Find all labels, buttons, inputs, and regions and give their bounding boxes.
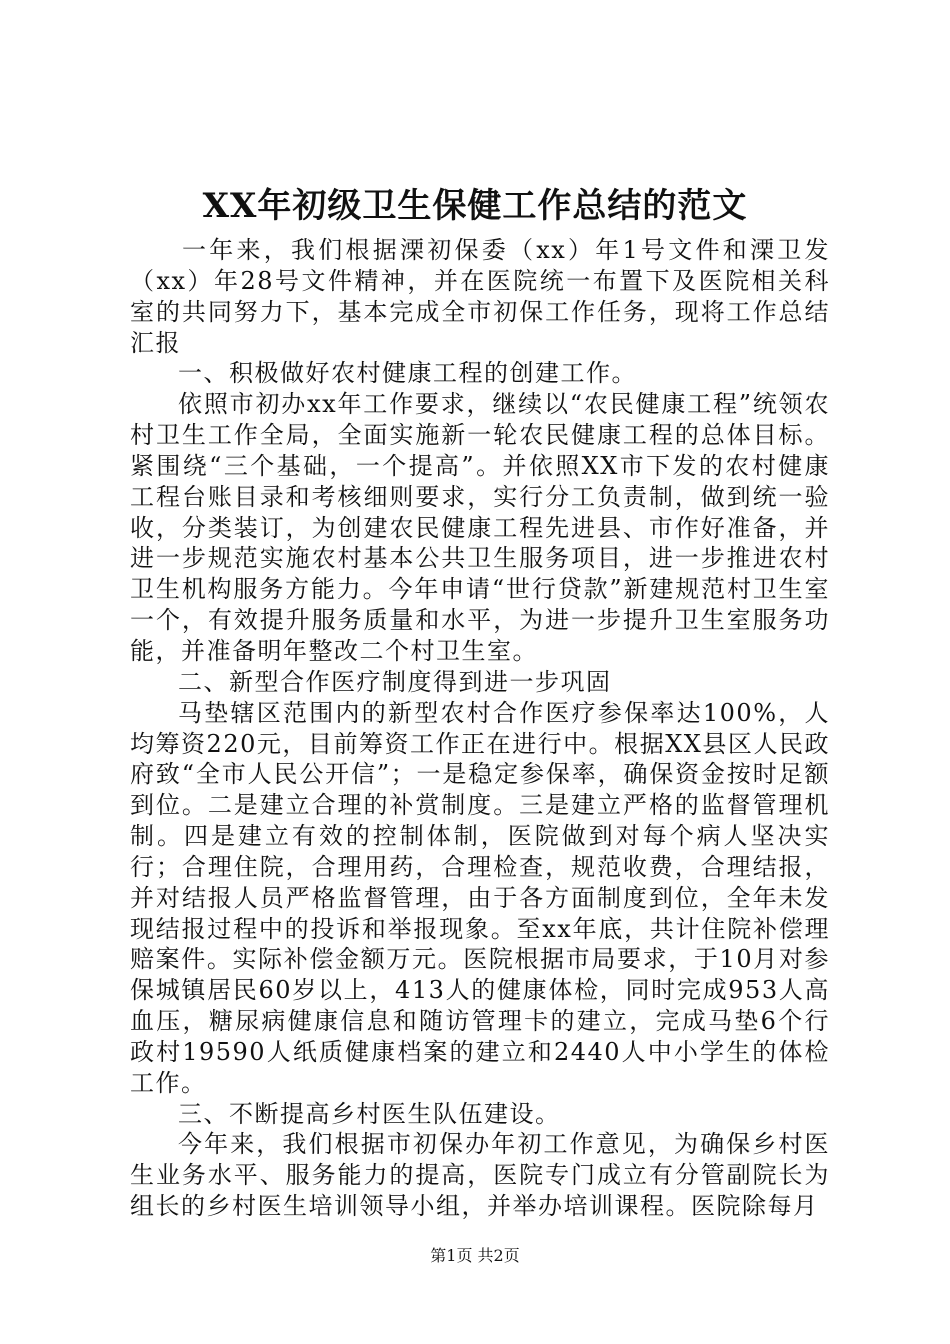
section-1-heading: 一、积极做好农村健康工程的创建工作。	[178, 359, 637, 388]
section-1-paragraph: 依照市初办xx年工作要求，继续以“农民健康工程”统领农村卫生工作全局，全面实施新一轮农民健康工程的总体目标。紧围绕“三个基础，一个提高”。并依照XX市下发的农村健康工程台账目录和考核细则要求，实行分工负责制，做到统一验收，分类装订，为创建农民健康工程先进县、市作好准备，并进一步规范实施农村基本公共卫生服务项目，进一步推进农村卫生机构服务方能力。今年申请“世行贷款”新建规范村卫生室一个，有效提升服务质量和水平，为进一步提升卫生室服务功能，并准备明年整改二个村卫生室。	[130, 390, 830, 665]
section-2-paragraph: 马垫辖区范围内的新型农村合作医疗参保率达100%，人均筹资220元，目前筹资工作正在进行中。根据XX县区人民政府致“全市人民公开信”；一是稳定参保率，确保资金按时足额到位。二是建立合理的补赏制度。三是建立严格的监督管理机制。四是建立有效的控制体制，医院做到对每个病人坚决实行；合理住院，合理用药，合理检查，规范收费，合理结报，并对结报人员严格监督管理，由于各方面制度到位，全年未发现结报过程中的投诉和举报现象。至xx年底，共计住院补偿理赔案件。实际补偿金额万元。医院根据市局要求，于10月对参保城镇居民60岁以上，413人的健康体检，同时完成953人高血压，糖尿病健康信息和随访管理卡的建立，完成马垫6个行政村19590人纸质健康档案的建立和2440人中小学生的体检工作。	[130, 698, 830, 1097]
section-2-heading: 二、新型合作医疗制度得到进一步巩固	[178, 667, 612, 696]
section-3-paragraph: 今年来，我们根据市初保办年初工作意见，为确保乡村医生业务水平、服务能力的提高，医院专门成立有分管副院长为组长的乡村医生培训领导小组，并举办培训课程。医院除每月	[130, 1130, 830, 1221]
document-title: XX年初级卫生保健工作总结的范文	[202, 186, 748, 226]
section-3-heading: 三、不断提高乡村医生队伍建设。	[178, 1099, 561, 1128]
document-body	[130, 235, 830, 1222]
page-footer: 第1页 共2页	[430, 1246, 520, 1265]
intro-paragraph: 一年来，我们根据溧初保委（xx）年1号文件和溧卫发（xx）年28号文件精神，并在医院统一布置下及医院相关科室的共同努力下，基本完成全市初保工作任务，现将工作总结汇报	[130, 236, 830, 357]
